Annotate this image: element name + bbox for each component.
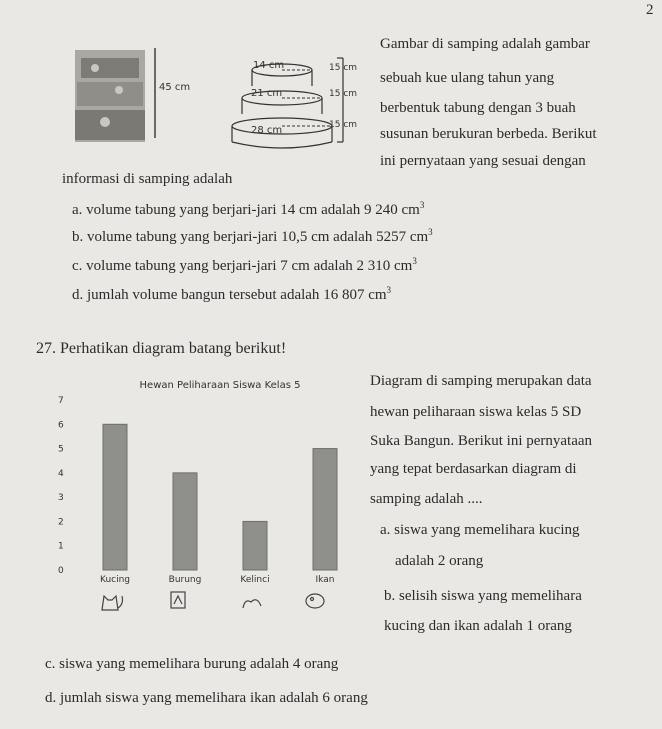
y-tick-label: 5 — [58, 444, 64, 455]
bar-kelinci — [243, 521, 267, 570]
q27-header — [36, 340, 286, 358]
q27-number: 27. — [36, 340, 56, 357]
fish-icon — [306, 594, 324, 608]
cake-photo — [75, 50, 145, 142]
x-tick-label: Kucing — [99, 575, 131, 585]
animal-illustrations — [102, 592, 324, 610]
q26-text-line-4: susunan berukuran berbeda. Berikut — [380, 126, 597, 142]
bird-icon — [171, 592, 185, 608]
height-bot-label: 15 cm — [329, 120, 358, 130]
bar-chart — [50, 370, 370, 615]
q27-option-d: d. jumlah siswa yang memelihara ikan adalah 6 orang — [45, 690, 368, 706]
chart-title: Hewan Peliharaan Siswa Kelas 5 — [139, 380, 301, 391]
y-tick-label: 3 — [58, 493, 64, 504]
q26-option-a: a. volume tabung yang berjari-jari 14 cm adalah 9 240 $cm^3$ — [72, 200, 425, 218]
q27-text-line-5: samping adalah .... — [370, 491, 483, 507]
q26-text-line-1: Gambar di samping adalah gambar — [380, 36, 590, 52]
bar-burung — [173, 473, 197, 570]
cat-icon — [102, 596, 123, 610]
q26-option-d: d. jumlah volume bangun tersebut adalah 16 807 $cm^3$ — [72, 285, 392, 303]
q27-option-b-line-2: kucing dan ikan adalah 1 orang — [384, 618, 572, 634]
q26-text-line-2: sebuah kue ulang tahun yang — [380, 70, 555, 86]
cylinder-stack — [232, 58, 343, 148]
height-mid-label: 15 cm — [329, 89, 358, 99]
bar-kucing — [103, 424, 127, 570]
y-tick-label: 7 — [58, 396, 64, 406]
q27-prompt: Perhatikan diagram batang berikut! — [60, 340, 287, 357]
q27-option-a-line-1: a. siswa yang memelihara kucing — [380, 522, 580, 538]
x-tick-label: Burung — [168, 575, 202, 585]
cake-figure — [75, 30, 375, 152]
q27-text-line-4: yang tepat berdasarkan diagram di — [370, 461, 577, 477]
y-tick-label: 6 — [58, 420, 64, 431]
q26-option-b: b. volume tabung yang berjari-jari 10,5 cm adalah 5257 $cm^3$ — [72, 227, 433, 245]
q27-text-line-2: hewan peliharaan siswa kelas 5 SD — [370, 404, 582, 420]
x-tick-label: Ikan — [315, 575, 335, 585]
y-tick-label: 1 — [58, 541, 64, 552]
q26-lead: informasi di samping adalah — [62, 171, 233, 187]
y-tick-label: 2 — [58, 517, 64, 528]
q26-option-c: c. volume tabung yang berjari-jari 7 cm adalah 2 310 $cm^3$ — [72, 256, 417, 274]
bar-ikan — [313, 449, 337, 570]
q27-option-a-line-2: adalah 2 orang — [395, 553, 484, 569]
q26-text-line-5: ini pernyataan yang sesuai dengan — [380, 153, 586, 169]
y-tick-label: 0 — [58, 566, 64, 576]
y-tick-label: 4 — [58, 468, 64, 479]
x-tick-label: Kelinci — [240, 575, 270, 585]
radius-mid-label: 21 cm — [251, 88, 283, 99]
q26-text-line-3: berbentuk tabung dengan 3 buah — [380, 100, 576, 116]
q27-text-line-1: Diagram di samping merupakan data — [370, 373, 592, 389]
q27-option-c: c. siswa yang memelihara burung adalah 4 orang — [45, 656, 339, 672]
height-label: 45 cm — [159, 82, 191, 93]
radius-top-label: 14 cm — [253, 60, 285, 71]
height-top-label: 15 cm — [329, 63, 358, 73]
rabbit-icon — [243, 600, 261, 608]
q27-text-line-3: Suka Bangun. Berikut ini pernyataan — [370, 433, 593, 449]
page-corner-number: 2 — [646, 2, 654, 18]
q27-option-b-line-1: b. selisih siswa yang memelihara — [384, 588, 582, 604]
radius-bot-label: 28 cm — [251, 125, 283, 136]
